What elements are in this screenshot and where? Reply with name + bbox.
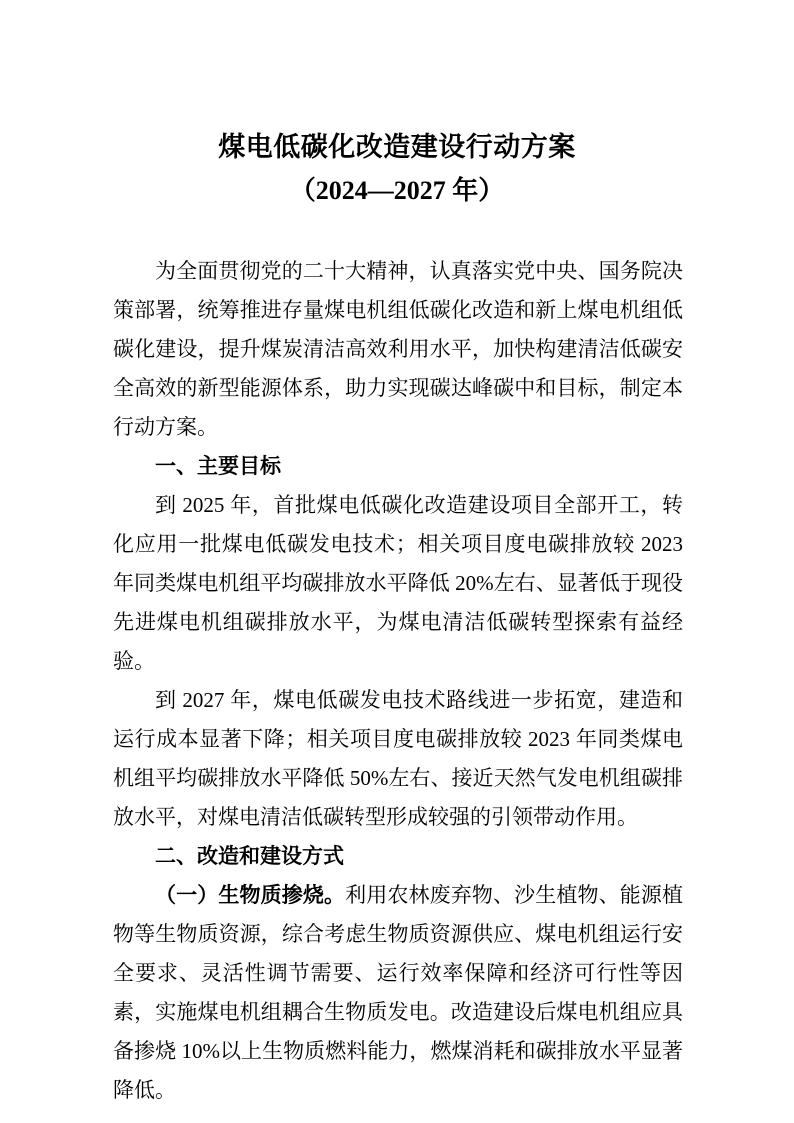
section-heading-transformation-methods: 二、改造和建设方式 [155,845,344,868]
paragraph-goal-2027: 到 2027 年，煤电低碳发电技术路线进一步拓宽，建造和运行成本显著下降；相关项目度电碳排放较 2023 年同类煤电机组平均碳排放水平降低 50%左右、接近天然气发电机组碳排放水平，对煤电清洁低碳转型形成较强的引领带动作用。 [113,688,683,829]
paragraph-biomass-lead: （一）生物质掺烧。 [155,883,346,907]
paragraph-biomass-text: 利用农林废弃物、沙生植物、能源植物等生物质资源，综合考虑生物质资源供应、煤电机组运行安全要求、灵活性调节需要、运行效率保障和经济可行性等因素，实施煤电机组耦合生物质发电。改造建设后煤电机组应具备掺烧 10%以上生物质燃料能力，燃煤消耗和碳排放水平显著降低。 [113,883,683,1102]
document-subtitle: （2024—2027 年） [289,176,505,205]
section-heading-main-goals: 一、主要目标 [155,455,281,478]
paragraph-intro: 为全面贯彻党的二十大精神，认真落实党中央、国务院决策部署，统筹推进存量煤电机组低碳化改造和新上煤电机组低碳化建设，提升煤炭清洁高效利用水平，加快构建清洁低碳安全高效的新型能源体系，助力实现碳达峰碳中和目标，制定本行动方案。 [113,259,683,439]
document-body [113,252,683,1110]
paragraph-biomass-cofiring [113,876,683,1110]
paragraph-goal-2025: 到 2025 年，首批煤电低碳化改造建设项目全部开工，转化应用一批煤电低碳发电技术；相关项目度电碳排放较 2023 年同类煤电机组平均碳排放水平降低 20%左右、显著低于现役先进煤电机组碳排放水平，为煤电清洁低碳转型探索有益经验。 [113,493,683,673]
document-title: 煤电低碳化改造建设行动方案 [218,132,576,162]
